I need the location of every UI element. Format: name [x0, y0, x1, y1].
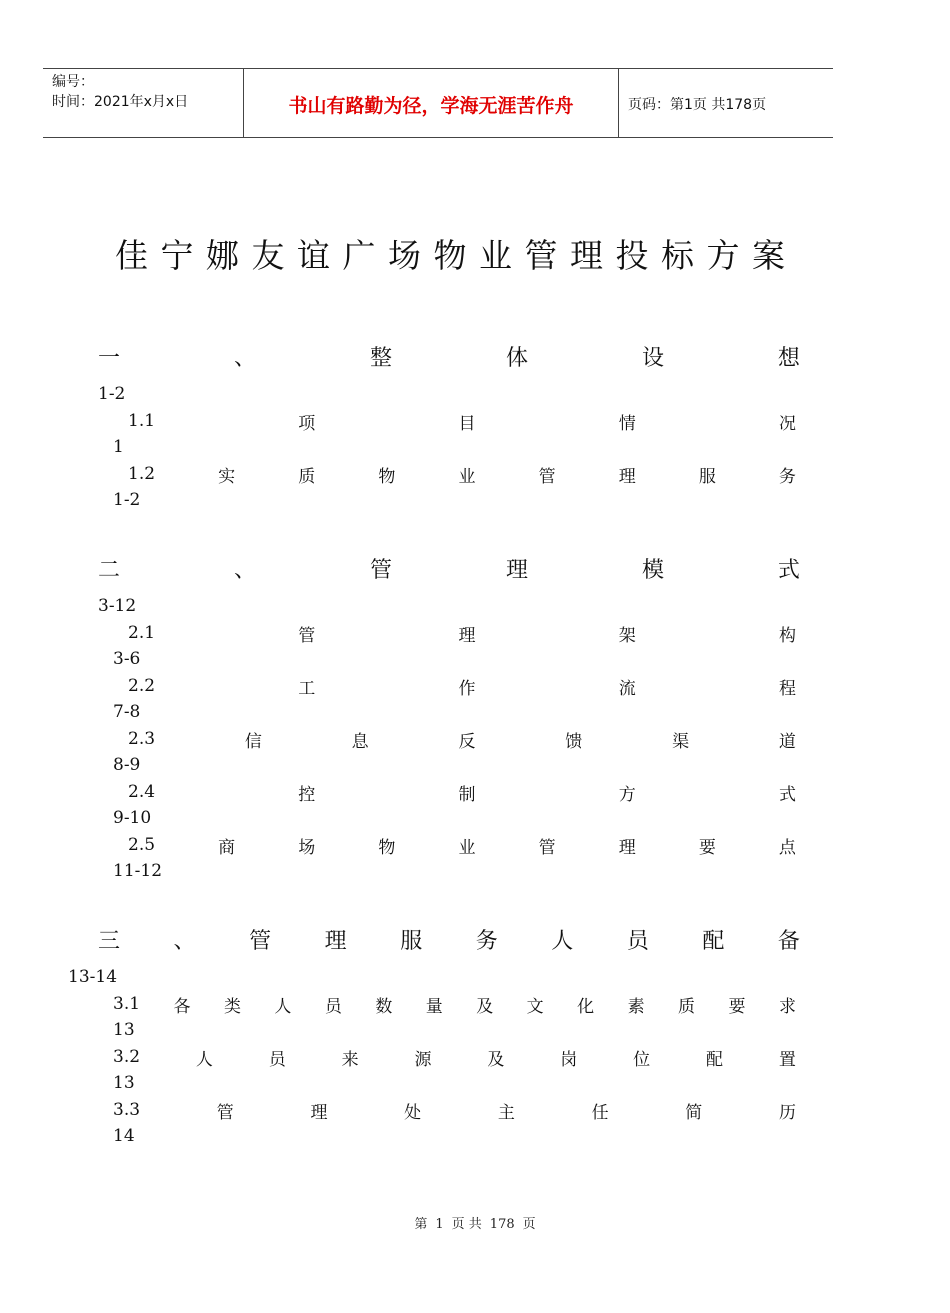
toc-entry-char: 况 — [778, 413, 796, 434]
toc-entry-char: 置 — [778, 1049, 796, 1070]
toc-entry-number: 3.2 — [113, 1047, 141, 1067]
toc-entry-char: 整 — [369, 345, 392, 371]
title-char: 管 — [524, 236, 558, 275]
toc-entry-number: 2.1 — [128, 623, 156, 643]
toc-entry-char: 物 — [378, 466, 396, 487]
toc-entry-char: 设 — [641, 345, 664, 371]
toc-entry-char: 质 — [678, 996, 696, 1017]
toc-entry-char: 模 — [641, 557, 664, 583]
toc-entry-char: 式 — [777, 557, 800, 583]
toc-entry-char: 实 — [218, 466, 236, 487]
title-char: 娜 — [206, 236, 239, 275]
toc-entry-char: 工 — [298, 678, 316, 699]
title-char: 案 — [752, 236, 785, 275]
toc-page-range: 8-9 — [113, 755, 141, 775]
toc-entry-number: 3.1 — [113, 994, 141, 1014]
toc-page-range: 14 — [113, 1126, 135, 1146]
toc-entry-char: 素 — [627, 996, 645, 1017]
toc-entry-char: 员 — [626, 928, 649, 954]
toc-entry-s2-4[interactable] — [128, 778, 796, 806]
footer-suffix: 页 — [522, 1217, 536, 1232]
toc-entry-char: 渠 — [672, 731, 690, 752]
title-char: 方 — [706, 236, 740, 275]
toc-page-range: 13-14 — [68, 967, 118, 987]
toc-entry-s3-1[interactable] — [113, 990, 796, 1018]
title-char: 宁 — [160, 236, 194, 275]
toc-entry-char: 体 — [505, 345, 528, 371]
toc-page-range: 13 — [113, 1073, 135, 1093]
toc-entry-char: 理 — [324, 928, 347, 954]
toc-entry-char: 岗 — [560, 1049, 578, 1070]
toc-entry-char: 想 — [777, 345, 800, 371]
toc-entry-char: 求 — [778, 996, 796, 1017]
toc-entry-s1-2[interactable] — [128, 460, 796, 488]
toc-entry-char: 控 — [298, 784, 316, 805]
toc-entry-char: 历 — [778, 1102, 796, 1123]
page-footer — [0, 1213, 950, 1232]
header-left-cell — [43, 69, 243, 137]
toc-entry-number: 1.1 — [128, 411, 156, 431]
toc-entry-char: 项 — [298, 413, 316, 434]
toc-entry-s2-2[interactable] — [128, 672, 796, 700]
toc-entry-s2-1[interactable] — [128, 619, 796, 647]
title-char: 谊 — [297, 236, 330, 275]
toc-entry-char: 类 — [223, 996, 241, 1017]
toc-entry-number: 1.2 — [128, 464, 156, 484]
toc-entry-char: 点 — [778, 837, 796, 858]
toc-entry-char: 人 — [195, 1049, 213, 1070]
toc-entry-char: 量 — [425, 996, 443, 1017]
toc-entry-char: 及 — [487, 1049, 505, 1070]
footer-total-pages: 178 — [489, 1217, 515, 1232]
toc-entry-char: 理 — [310, 1102, 328, 1123]
document-title — [115, 230, 785, 277]
toc-page-range: 3-12 — [98, 596, 137, 616]
toc-entry-char: 管 — [538, 466, 556, 487]
toc-entry-char: 一 — [98, 345, 121, 371]
toc-entry-char: 构 — [778, 625, 796, 646]
toc-entry-char: 文 — [526, 996, 544, 1017]
toc-entry-char: 服 — [698, 466, 716, 487]
toc-page-range: 7-8 — [113, 702, 141, 722]
toc-page-range: 11-12 — [113, 861, 163, 881]
toc-entry-char: 主 — [497, 1102, 515, 1123]
toc-entry-s3-3[interactable] — [113, 1096, 796, 1124]
toc-entry-char: 处 — [404, 1102, 422, 1123]
toc-entry-s2-3[interactable] — [128, 725, 796, 753]
toc-entry-char: 反 — [458, 731, 476, 752]
toc-entry-number: 2.3 — [128, 729, 156, 749]
toc-entry-char: 人 — [551, 928, 574, 954]
toc-entry-number: 2.2 — [128, 676, 156, 696]
toc-entry-char: 务 — [778, 466, 796, 487]
toc-entry-char: 道 — [778, 731, 796, 752]
toc-entry-char: 管 — [216, 1102, 234, 1123]
toc-entry-char: 服 — [400, 928, 423, 954]
title-char: 场 — [388, 236, 421, 275]
toc-entry-char: 架 — [618, 625, 636, 646]
toc-entry-char: 员 — [268, 1049, 286, 1070]
toc-entry-char: 目 — [458, 413, 476, 434]
toc-entry-s3[interactable] — [98, 925, 800, 953]
toc-entry-char: 情 — [618, 413, 636, 434]
toc-entry-char: 各 — [173, 996, 191, 1017]
header-right-cell — [618, 69, 833, 137]
toc-entry-char: 管 — [369, 557, 392, 583]
toc-entry-char: 管 — [249, 928, 272, 954]
footer-page-number: 1 — [435, 1217, 444, 1232]
title-char: 投 — [615, 236, 649, 275]
toc-entry-char: 配 — [706, 1049, 724, 1070]
footer-prefix: 第 — [414, 1217, 428, 1232]
toc-entry-char: 位 — [633, 1049, 651, 1070]
toc-entry-char: 化 — [577, 996, 595, 1017]
toc-entry-number: 3.3 — [113, 1100, 141, 1120]
toc-entry-char: 馈 — [565, 731, 583, 752]
toc-entry-char: 、 — [233, 557, 256, 583]
toc-entry-char: 信 — [244, 731, 262, 752]
toc-entry-char: 及 — [476, 996, 494, 1017]
title-char: 标 — [661, 236, 694, 275]
toc-entry-char: 员 — [324, 996, 342, 1017]
title-char: 佳 — [115, 236, 148, 275]
document-header — [43, 68, 833, 138]
toc-entry-char: 质 — [298, 466, 316, 487]
toc-entry-char: 式 — [778, 784, 796, 805]
toc-entry-char: 源 — [414, 1049, 432, 1070]
toc-entry-char: 管 — [538, 837, 556, 858]
toc-entry-char: 人 — [274, 996, 292, 1017]
title-char: 物 — [433, 236, 467, 275]
toc-entry-char: 配 — [702, 928, 725, 954]
toc-entry-char: 管 — [298, 625, 316, 646]
toc-page-range: 3-6 — [113, 649, 141, 669]
toc-page-range: 1-2 — [98, 384, 126, 404]
toc-entry-char: 数 — [375, 996, 393, 1017]
toc-entry-s1-1[interactable] — [128, 407, 796, 435]
header-center-cell — [243, 69, 619, 137]
toc-entry-char: 务 — [475, 928, 498, 954]
toc-entry-number: 2.4 — [128, 782, 156, 802]
toc-entry-s3-2[interactable] — [113, 1043, 796, 1071]
time-label: 时间：2021年x月x日 — [52, 94, 189, 110]
toc-entry-char: 方 — [618, 784, 636, 805]
toc-entry-char: 制 — [458, 784, 476, 805]
toc-entry-char: 二 — [98, 557, 121, 583]
toc-entry-char: 理 — [618, 466, 636, 487]
toc-entry-char: 物 — [378, 837, 396, 858]
title-char: 业 — [479, 236, 512, 275]
toc-entry-char: 、 — [173, 928, 196, 954]
toc-entry-char: 备 — [777, 928, 800, 954]
toc-entry-char: 理 — [618, 837, 636, 858]
toc-entry-char: 任 — [591, 1102, 609, 1123]
title-char: 友 — [251, 236, 285, 275]
toc-entry-char: 要 — [698, 837, 716, 858]
toc-entry-char: 、 — [233, 345, 256, 371]
toc-page-range: 1 — [113, 437, 124, 457]
toc-entry-char: 三 — [98, 928, 121, 954]
toc-entry-char: 程 — [778, 678, 796, 699]
toc-entry-char: 业 — [458, 837, 476, 858]
toc-entry-s2-5[interactable] — [128, 831, 796, 859]
toc-entry-char: 商 — [218, 837, 236, 858]
toc-entry-char: 流 — [618, 678, 636, 699]
page-indicator: 页码：第1页 共178页 — [628, 97, 767, 113]
toc-entry-char: 息 — [351, 731, 369, 752]
title-char: 广 — [342, 236, 376, 275]
number-label: 编号： — [52, 74, 94, 90]
toc-page-range: 13 — [113, 1020, 135, 1040]
motto-text: 书山有路勤为径，学海无涯苦作舟 — [288, 95, 574, 117]
toc-entry-number: 2.5 — [128, 835, 156, 855]
footer-middle: 页 共 — [451, 1217, 482, 1232]
toc-entry-char: 来 — [341, 1049, 359, 1070]
toc-entry-char: 理 — [458, 625, 476, 646]
toc-entry-char: 业 — [458, 466, 476, 487]
title-char: 理 — [570, 236, 603, 275]
toc-page-range: 9-10 — [113, 808, 152, 828]
toc-entry-char: 作 — [458, 678, 476, 699]
toc-entry-char: 要 — [728, 996, 746, 1017]
toc-entry-char: 简 — [685, 1102, 703, 1123]
toc-page-range: 1-2 — [113, 490, 141, 510]
toc-entry-s2[interactable] — [98, 554, 800, 582]
toc-entry-s1[interactable] — [98, 342, 800, 370]
toc-entry-char: 理 — [505, 557, 528, 583]
toc-entry-char: 场 — [298, 837, 316, 858]
